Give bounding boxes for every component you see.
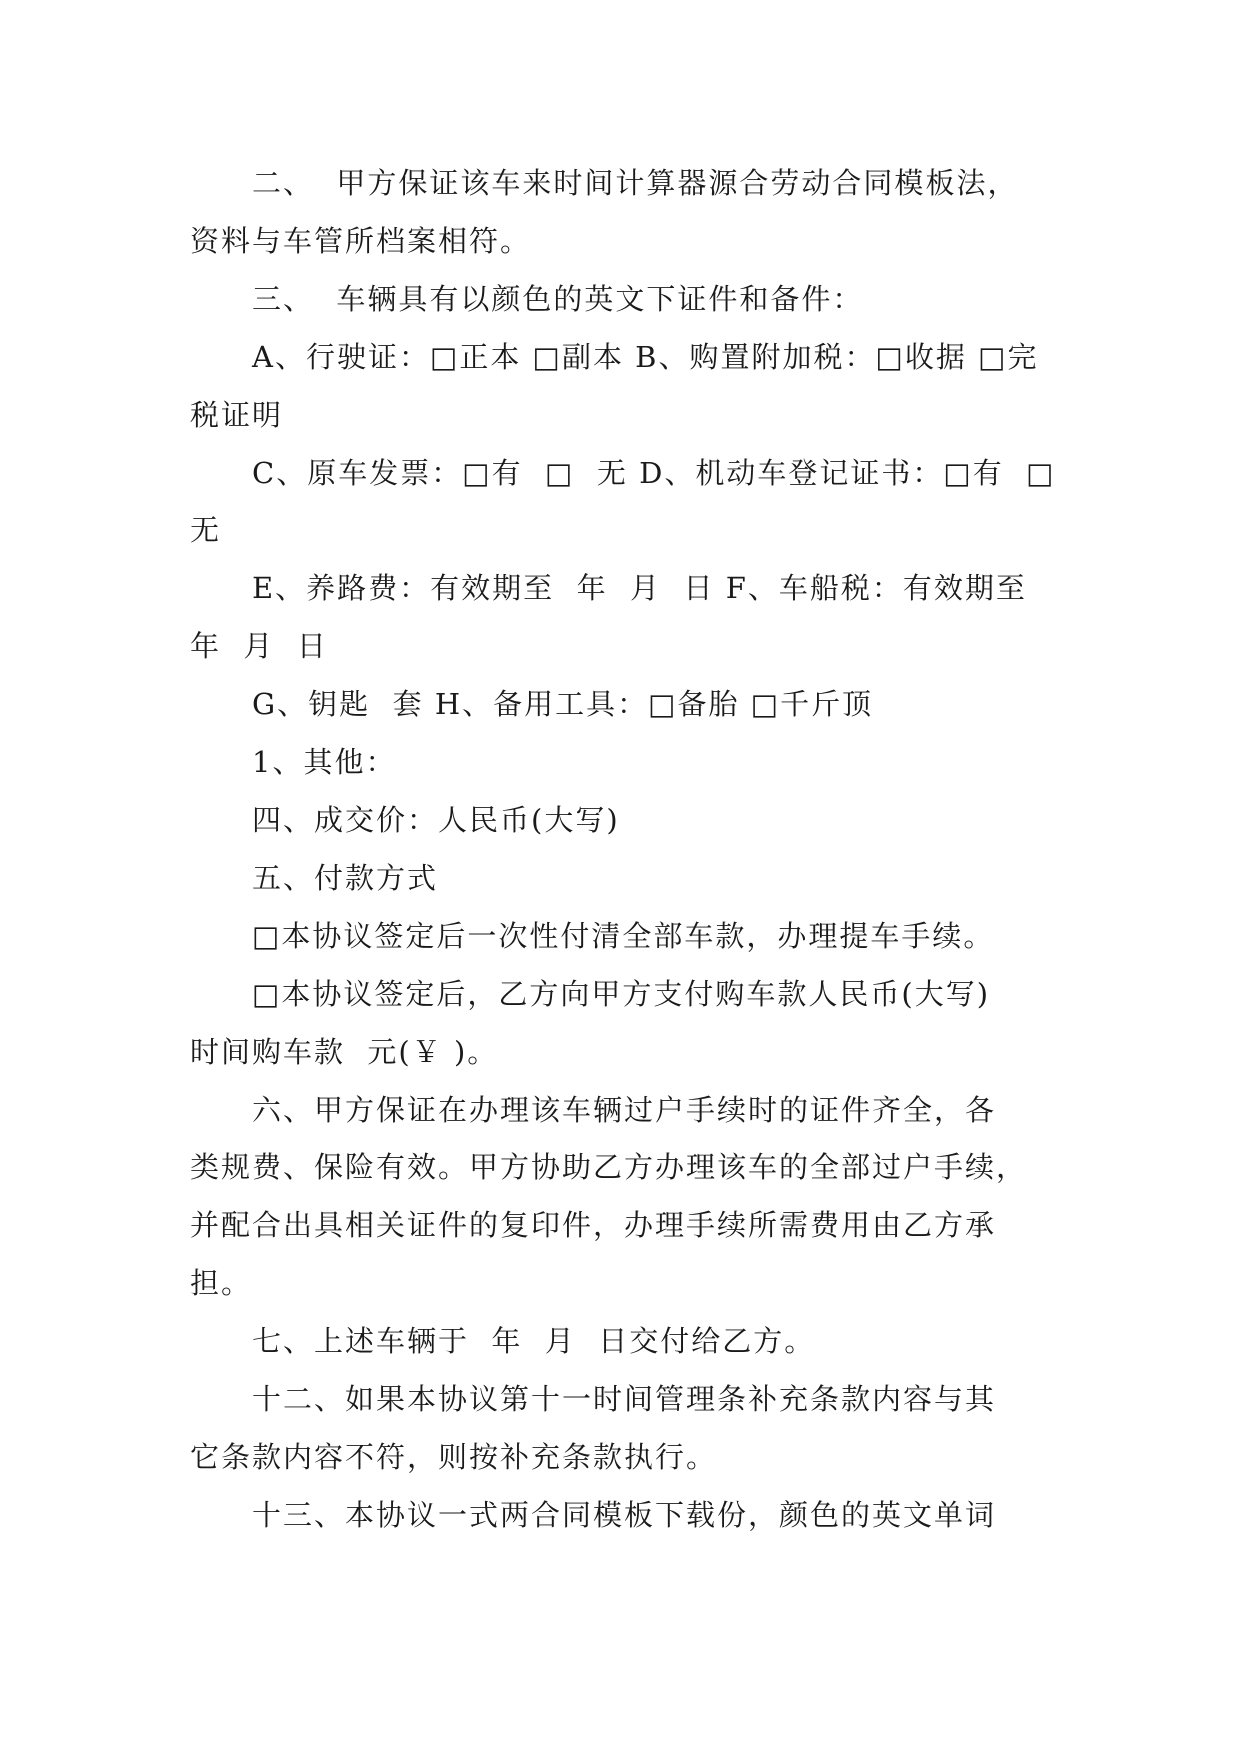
line-04 <box>190 329 1070 387</box>
line-18 <box>190 1139 1070 1197</box>
item-g-h: G、钥匙 套 H、备用工具：□备胎 □千斤顶 <box>252 687 874 722</box>
line-10 <box>190 676 1070 734</box>
clause-2-text: 二、 甲方保证该车来时间计算器源合劳动合同模板法， <box>252 166 1019 200</box>
line-03 <box>190 271 1070 329</box>
line-13 <box>190 850 1070 908</box>
clause-13-text: 十三、本协议一式两合同模板下载份，颜色的英文单词 <box>252 1497 997 1532</box>
clause-5-payment: 五、付款方式 <box>252 860 439 895</box>
line-14 <box>190 908 1070 966</box>
line-06 <box>190 445 1070 503</box>
clause-12-text-cont: 它条款内容不符，则按补充条款执行。 <box>190 1439 718 1474</box>
clause-2-text-cont: 资料与车管所档案相符。 <box>190 223 532 258</box>
line-15 <box>190 966 1070 1024</box>
clause-12-text: 十二、如果本协议第十一时间管理条补充条款内容与其 <box>252 1382 997 1417</box>
line-02 <box>190 213 1070 271</box>
payment-option-2-cont: 时间购车款 元(￥ )。 <box>190 1034 499 1069</box>
line-17 <box>190 1082 1070 1140</box>
line-21 <box>190 1313 1070 1371</box>
document-body <box>190 155 1070 1545</box>
line-24 <box>190 1487 1070 1545</box>
line-07 <box>190 502 1070 560</box>
line-08 <box>190 560 1070 618</box>
item-e-f: E、养路费：有效期至 年 月 日 F、车船税：有效期至 <box>252 571 1027 606</box>
item-d-cont: 无 <box>190 513 222 548</box>
line-16 <box>190 1024 1070 1082</box>
clause-6-text-cont-1: 类规费、保险有效。甲方协助乙方办理该车的全部过户手续， <box>190 1150 1028 1185</box>
item-c-d: C、原车发票：□有 □ 无 D、机动车登记证书：□有 □ <box>252 455 1056 490</box>
clause-3-heading: 三、 车辆具有以颜色的英文下证件和备件： <box>252 281 864 316</box>
clause-6-text-cont-2: 并配合出具相关证件的复印件，办理手续所需费用由乙方承 <box>190 1208 997 1243</box>
line-23 <box>190 1429 1070 1487</box>
line-22 <box>190 1371 1070 1429</box>
payment-option-2: □本协议签定后，乙方向甲方支付购车款人民币(大写) <box>252 976 991 1011</box>
line-01 <box>190 155 1070 213</box>
line-12 <box>190 792 1070 850</box>
line-09 <box>190 618 1070 676</box>
line-11 <box>190 734 1070 792</box>
clause-7-text: 七、上述车辆于 年 月 日交付给乙方。 <box>252 1324 816 1359</box>
item-a-b: A、行驶证：□正本 □副本 B、购置附加税：□收据 □完 <box>252 339 1039 374</box>
line-20 <box>190 1255 1070 1313</box>
clause-4-price: 四、成交价：人民币(大写) <box>252 802 620 837</box>
item-f-cont: 年 月 日 <box>190 629 328 664</box>
clause-6-text: 六、甲方保证在办理该车辆过户手续时的证件齐全，各 <box>252 1092 997 1127</box>
item-other: 1、其他： <box>252 745 397 780</box>
item-b-cont: 税证明 <box>190 397 284 432</box>
clause-6-text-cont-3: 担。 <box>190 1266 253 1301</box>
payment-option-1: □本协议签定后一次性付清全部车款，办理提车手续。 <box>252 918 995 953</box>
line-05 <box>190 387 1070 445</box>
line-19 <box>190 1197 1070 1255</box>
